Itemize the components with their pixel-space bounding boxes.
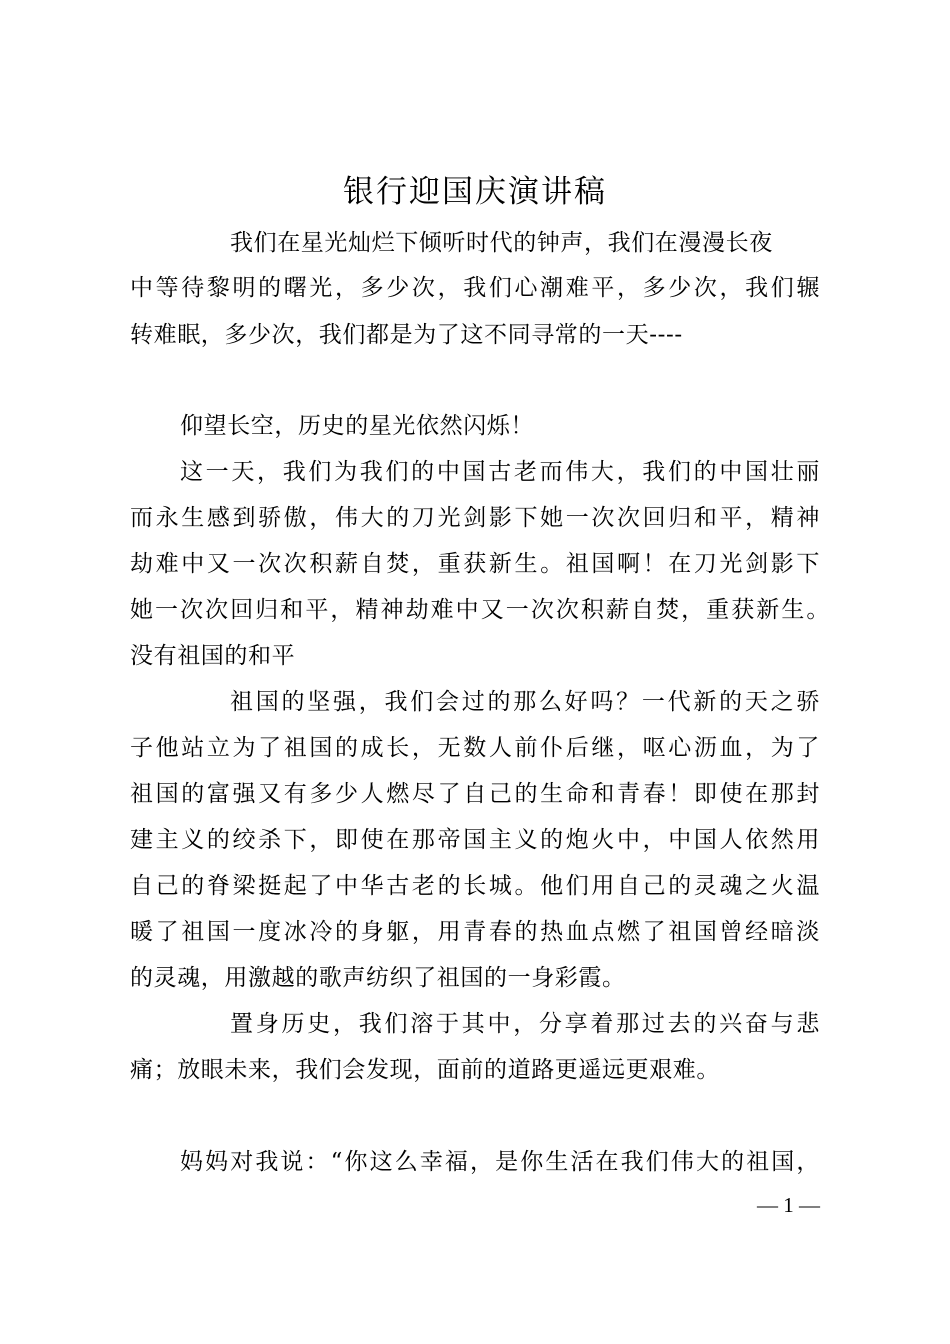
text-line: 祖国的富强又有多少人燃尽了自己的生命和青春！即使在那封	[130, 781, 820, 807]
page-number: — 1 —	[757, 1193, 820, 1217]
page-title: 银行迎国庆演讲稿	[343, 174, 607, 210]
text-line: 痛；放眼未来，我们会发现，面前的道路更遥远更艰难。	[130, 1057, 720, 1083]
text-line: 这一天，我们为我们的中国古老而伟大，我们的中国壮丽	[180, 459, 820, 485]
text-line: 而永生感到骄傲，伟大的刀光剑影下她一次次回归和平，精神	[130, 505, 820, 531]
text-line: 的灵魂，用激越的歌声纺织了祖国的一身彩霞。	[130, 965, 626, 991]
text-line: 自己的脊梁挺起了中华古老的长城。他们用自己的灵魂之火温	[130, 873, 820, 899]
text-line: 建主义的绞杀下，即使在那帝国主义的炮火中，中国人依然用	[130, 827, 820, 853]
text-line: 中等待黎明的曙光，多少次，我们心潮难平，多少次，我们辗	[130, 275, 820, 301]
text-line: 祖国的坚强，我们会过的那么好吗？一代新的天之骄	[230, 689, 820, 715]
text-line: 她一次次回归和平，精神劫难中又一次次积薪自焚，重获新生。	[130, 597, 830, 623]
text-line: 妈妈对我说：“你这么幸福，是你生活在我们伟大的祖国，	[180, 1149, 820, 1175]
text-line: 暖了祖国一度冰冷的身躯，用青春的热血点燃了祖国曾经暗淡	[130, 919, 820, 945]
text-line: 转难眠，多少次，我们都是为了这不同寻常的一天----	[130, 322, 683, 348]
text-line: 子他站立为了祖国的成长，无数人前仆后继，呕心沥血，为了	[130, 735, 820, 761]
text-line: 置身历史，我们溶于其中，分享着那过去的兴奋与悲	[230, 1011, 820, 1037]
text-line: 劫难中又一次次积薪自焚，重获新生。祖国啊！在刀光剑影下	[130, 551, 820, 577]
text-line: 没有祖国的和平	[130, 643, 296, 669]
text-line: 我们在星光灿烂下倾听时代的钟声，我们在漫漫长夜	[230, 230, 773, 256]
text-line: 仰望长空，历史的星光依然闪烁！	[180, 413, 534, 439]
